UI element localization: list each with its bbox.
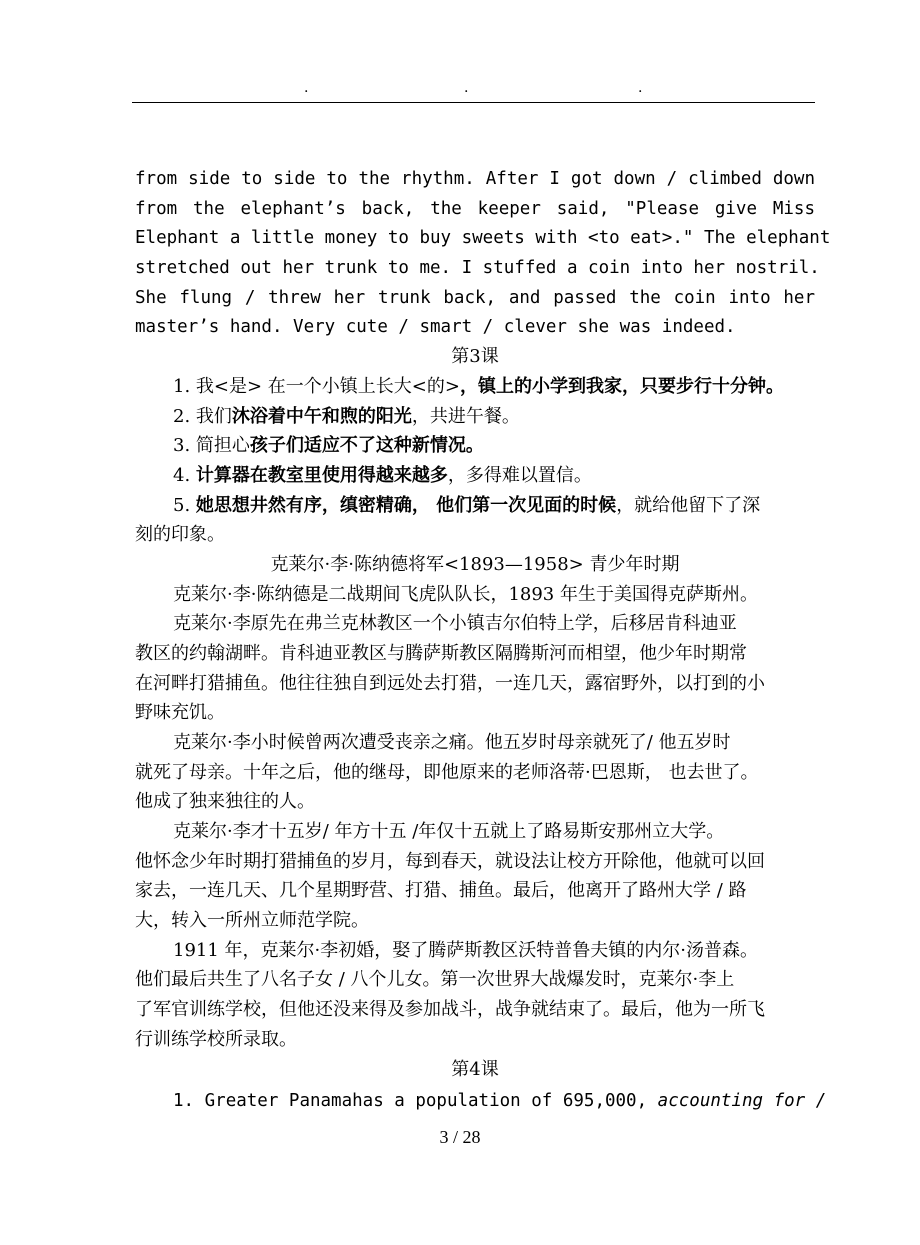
passage-line: stretched out her trunk to me. I stuffed a coin into her nostril. bbox=[135, 258, 820, 278]
sentence-number: 1. bbox=[173, 1091, 195, 1111]
story-line: 教区的约翰湖畔。肯科迪亚教区与腾萨斯教区隔腾斯河而相望，他少年时期常 bbox=[135, 643, 747, 664]
passage-line: from side to side to the rhythm. After I got down / climbed down bbox=[135, 169, 815, 189]
story-line: 就死了母亲。十年之后，他的继母，即他原来的老师洛蒂·巴恩斯， 也去世了。 bbox=[135, 762, 759, 783]
story-line: 大，转入一所州立师范学院。 bbox=[135, 910, 369, 931]
passage-line: from the elephant’s back, the keeper said, "Please give Miss bbox=[135, 199, 815, 219]
story-line: 在河畔打猎捕鱼。他往往独自到远处去打猎，一连几天，露宿野外，以打到的小 bbox=[135, 673, 765, 694]
header-rule bbox=[132, 102, 815, 103]
sentence-number: 3. bbox=[173, 435, 191, 456]
sentence-italic: accounting for / bbox=[657, 1091, 827, 1111]
story-line: 他怀念少年时期打猎捕鱼的岁月，每到春天，就设法让校方开除他，他就可以回 bbox=[135, 851, 765, 872]
sentence-number: 5. bbox=[173, 495, 191, 516]
lesson4-title: 第4课 bbox=[451, 1059, 499, 1080]
lesson3-sentence-5-cont: 刻的印象。 bbox=[135, 524, 225, 545]
lesson3-sentence-2 bbox=[173, 405, 818, 429]
story-line: 了军官训练学校，但他还没来得及参加战斗，战争就结束了。最后，他为一所飞 bbox=[135, 999, 765, 1020]
sentence-number: 1. bbox=[173, 376, 191, 397]
sentence-number: 2. bbox=[173, 406, 191, 427]
lesson3-sentence-1 bbox=[173, 375, 818, 399]
sentence-plain: Greater Panamahas a population of 695,000, bbox=[204, 1091, 658, 1111]
story-line: 他们最后共生了八名子女 / 八个儿女。第一次世界大战爆发时，克莱尔·李上 bbox=[135, 969, 735, 990]
passage-line: master’s hand. Very cute / smart / clever she was indeed. bbox=[135, 317, 736, 337]
story-line: 克莱尔·李·陈纳德是二战期间飞虎队队长，1893 年生于美国得克萨斯州。 bbox=[173, 584, 758, 605]
story-line: 行训练学校所录取。 bbox=[135, 1029, 297, 1050]
lesson3-sentence-5 bbox=[173, 494, 818, 518]
story-line: 他成了独来独往的人。 bbox=[135, 791, 315, 812]
passage-line: She flung / threw her trunk back, and passed the coin into her bbox=[135, 288, 815, 308]
story-line: 克莱尔·李原先在弗兰克林教区一个小镇吉尔伯特上学，后移居肯科迪亚 bbox=[173, 613, 737, 634]
passage-line: Elephant a little money to buy sweets with <to eat>." The elephant bbox=[135, 228, 831, 248]
sentence-plain: ，多得难以置信。 bbox=[447, 465, 592, 486]
lesson3-title: 第3课 bbox=[451, 346, 499, 367]
lesson4-sentence-1 bbox=[173, 1089, 827, 1113]
header-dot: . bbox=[464, 80, 469, 96]
story-line: 1911 年，克莱尔·李初婚，娶了腾萨斯教区沃特普鲁夫镇的内尔·汤普森。 bbox=[173, 940, 758, 961]
sentence-bold: 孩子们适应不了这种新情况。 bbox=[249, 435, 484, 456]
sentence-bold: ，镇上的小学到我家，只要步行十分钟。 bbox=[459, 376, 784, 397]
sentence-plain: 简担心 bbox=[195, 435, 250, 456]
story-line: 克莱尔·李小时候曾两次遭受丧亲之痛。他五岁时母亲就死了/ 他五岁时 bbox=[173, 732, 731, 753]
sentence-plain: 我<是> 在一个小镇上长大<的> bbox=[195, 376, 460, 397]
sentence-bold: 计算器在教室里使用得越来越多 bbox=[195, 465, 448, 486]
sentence-number: 4. bbox=[173, 465, 191, 486]
header-dot: . bbox=[304, 80, 309, 96]
sentence-plain: ，就给他留下了深 bbox=[616, 495, 761, 516]
sentence-bold: 她思想井然有序，缜密精确， 他们第一次见面的时候 bbox=[195, 495, 617, 516]
story-line: 克莱尔·李才十五岁/ 年方十五 /年仅十五就上了路易斯安那州立大学。 bbox=[173, 821, 725, 842]
page-number: 3 / 28 bbox=[439, 1127, 481, 1147]
header-dot: . bbox=[638, 80, 643, 96]
sentence-plain: ，共进午餐。 bbox=[411, 406, 520, 427]
story-line: 野味充饥。 bbox=[135, 702, 225, 723]
lesson3-sentence-3 bbox=[173, 434, 818, 458]
story-line: 家去，一连几天、几个星期野营、打猎、捕鱼。最后，他离开了路州大学 / 路 bbox=[135, 880, 747, 901]
story-title: 克莱尔·李·陈纳德将军<1893—1958> 青少年时期 bbox=[270, 554, 680, 575]
lesson3-sentence-4 bbox=[173, 464, 818, 488]
sentence-bold: 沐浴着中午和煦的阳光 bbox=[231, 406, 412, 427]
sentence-plain: 我们 bbox=[195, 406, 232, 427]
